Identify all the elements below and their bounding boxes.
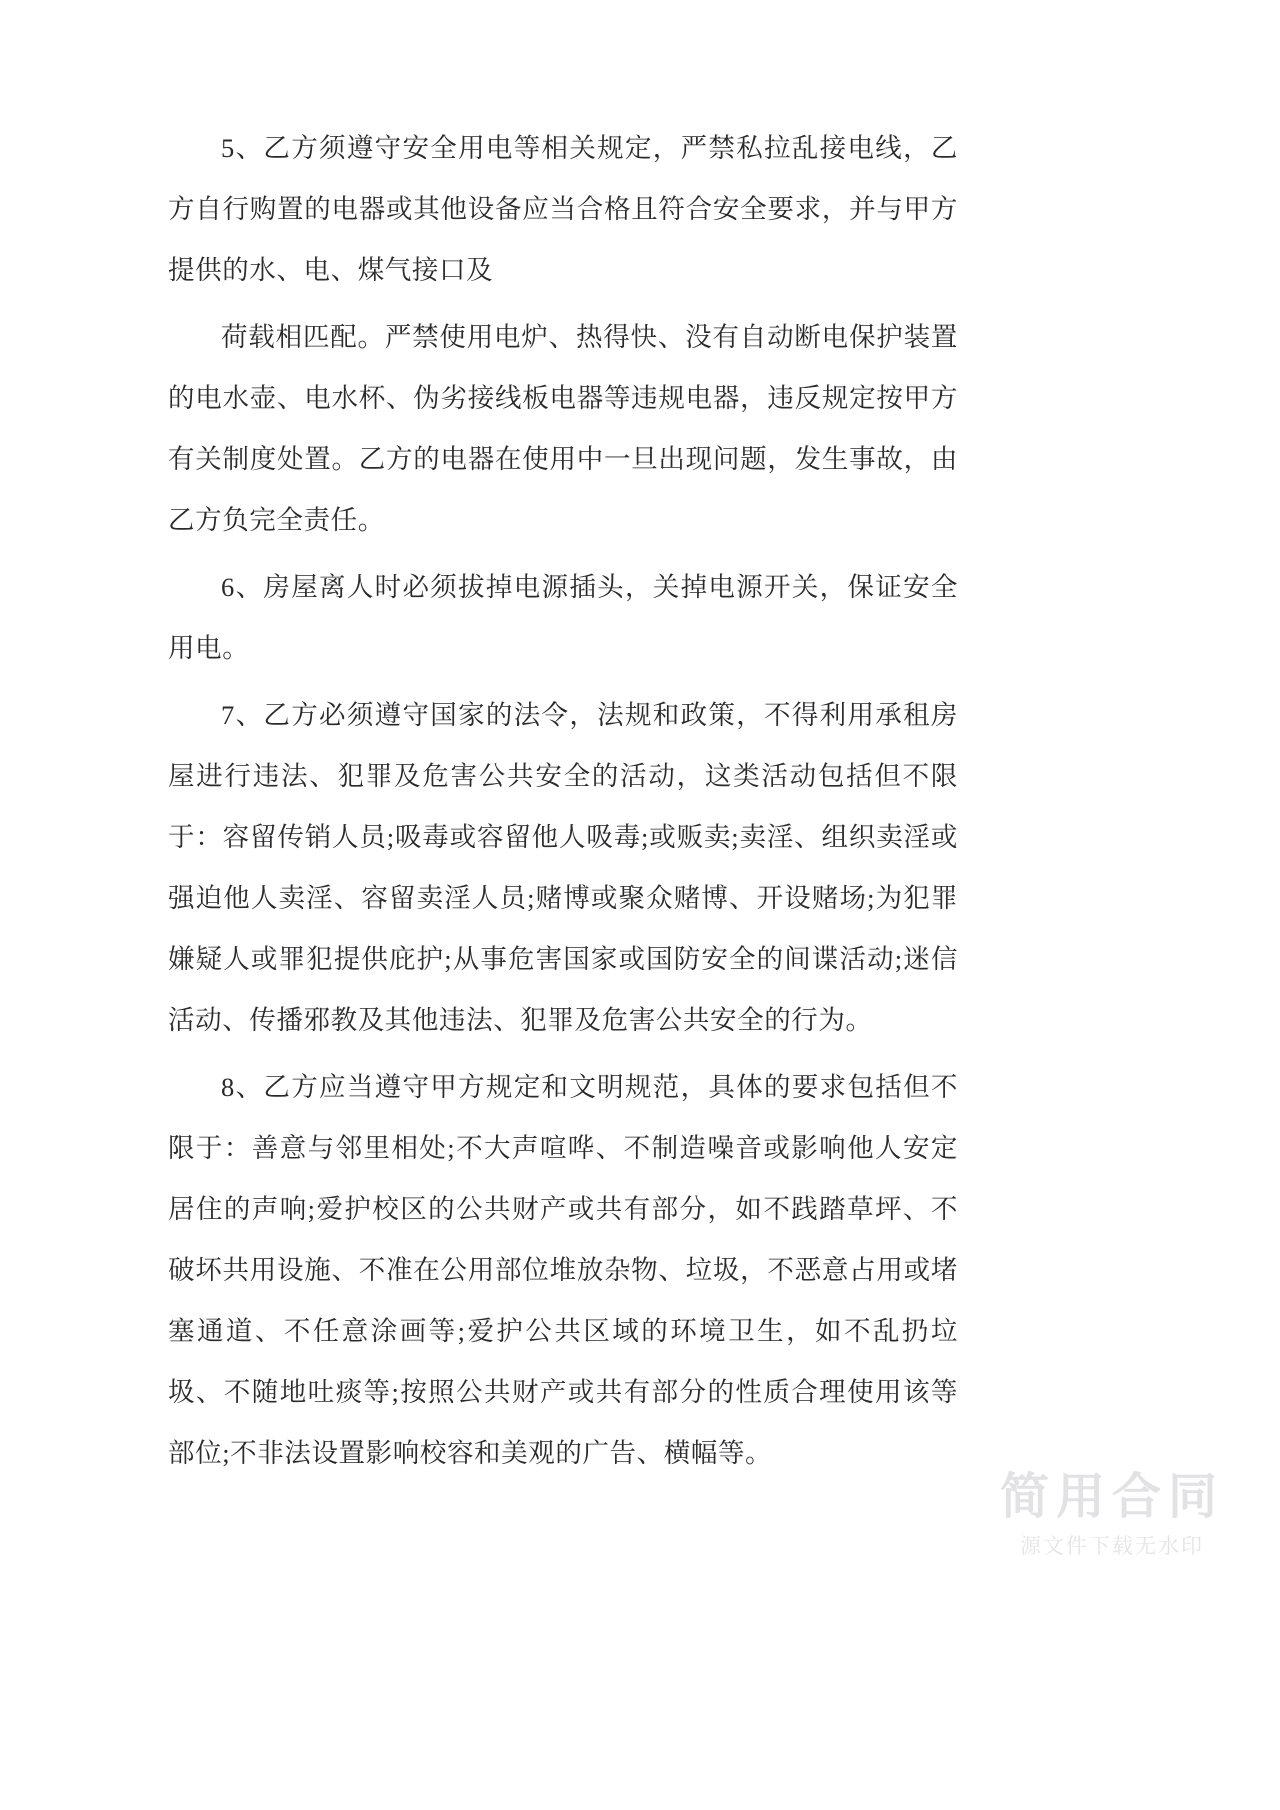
watermark xyxy=(999,1467,1224,1560)
paragraph-clause-5-continued: 荷载相匹配。严禁使用电炉、热得快、没有自动断电保护装置的电水壶、电水杯、伪劣接线板电器等违规电器，违反规定按甲方有关制度处置。乙方的电器在使用中一旦出现问题，发生事故，由乙方负完全责任。 xyxy=(168,322,958,535)
paragraph-clause-7: 7、乙方必须遵守国家的法令，法规和政策，不得利用承租房屋进行违法、犯罪及危害公共安全的活动，这类活动包括但不限于：容留传销人员;吸毒或容留他人吸毒;或贩卖;卖淫、组织卖淫或强迫他人卖淫、容留卖淫人员;赌博或聚众赌博、开设赌场;为犯罪嫌疑人或罪犯提供庇护;从事危害国家或国防安全的间谍活动;迷信活动、传播邪教及其他违法、犯罪及危害公共安全的行为。 xyxy=(168,700,958,1035)
paragraph-clause-6: 6、房屋离人时必须拔掉电源插头，关掉电源开关，保证安全用电。 xyxy=(168,572,958,663)
paragraph-clause-5: 5、乙方须遵守安全用电等相关规定，严禁私拉乱接电线，乙方自行购置的电器或其他设备应当合格且符合安全要求，并与甲方提供的水、电、煤气接口及 xyxy=(168,133,958,285)
watermark-subtitle-text: 源文件下载无水印 xyxy=(1019,1534,1204,1558)
document-body xyxy=(168,118,958,1484)
watermark-brand-text: 简用合同 xyxy=(999,1467,1224,1525)
paragraph-clause-8: 8、乙方应当遵守甲方规定和文明规范，具体的要求包括但不限于：善意与邻里相处;不大声喧哗、不制造噪音或影响他人安定居住的声响;爱护校区的公共财产或共有部分，如不践踏草坪、不破坏共用设施、不准在公用部位堆放杂物、垃圾，不恶意占用或堵塞通道、不任意涂画等;爱护公共区域的环境卫生，如不乱扔垃圾、不随地吐痰等;按照公共财产或共有部分的性质合理使用该等部位;不非法设置影响校容和美观的广告、横幅等。 xyxy=(168,1072,958,1468)
